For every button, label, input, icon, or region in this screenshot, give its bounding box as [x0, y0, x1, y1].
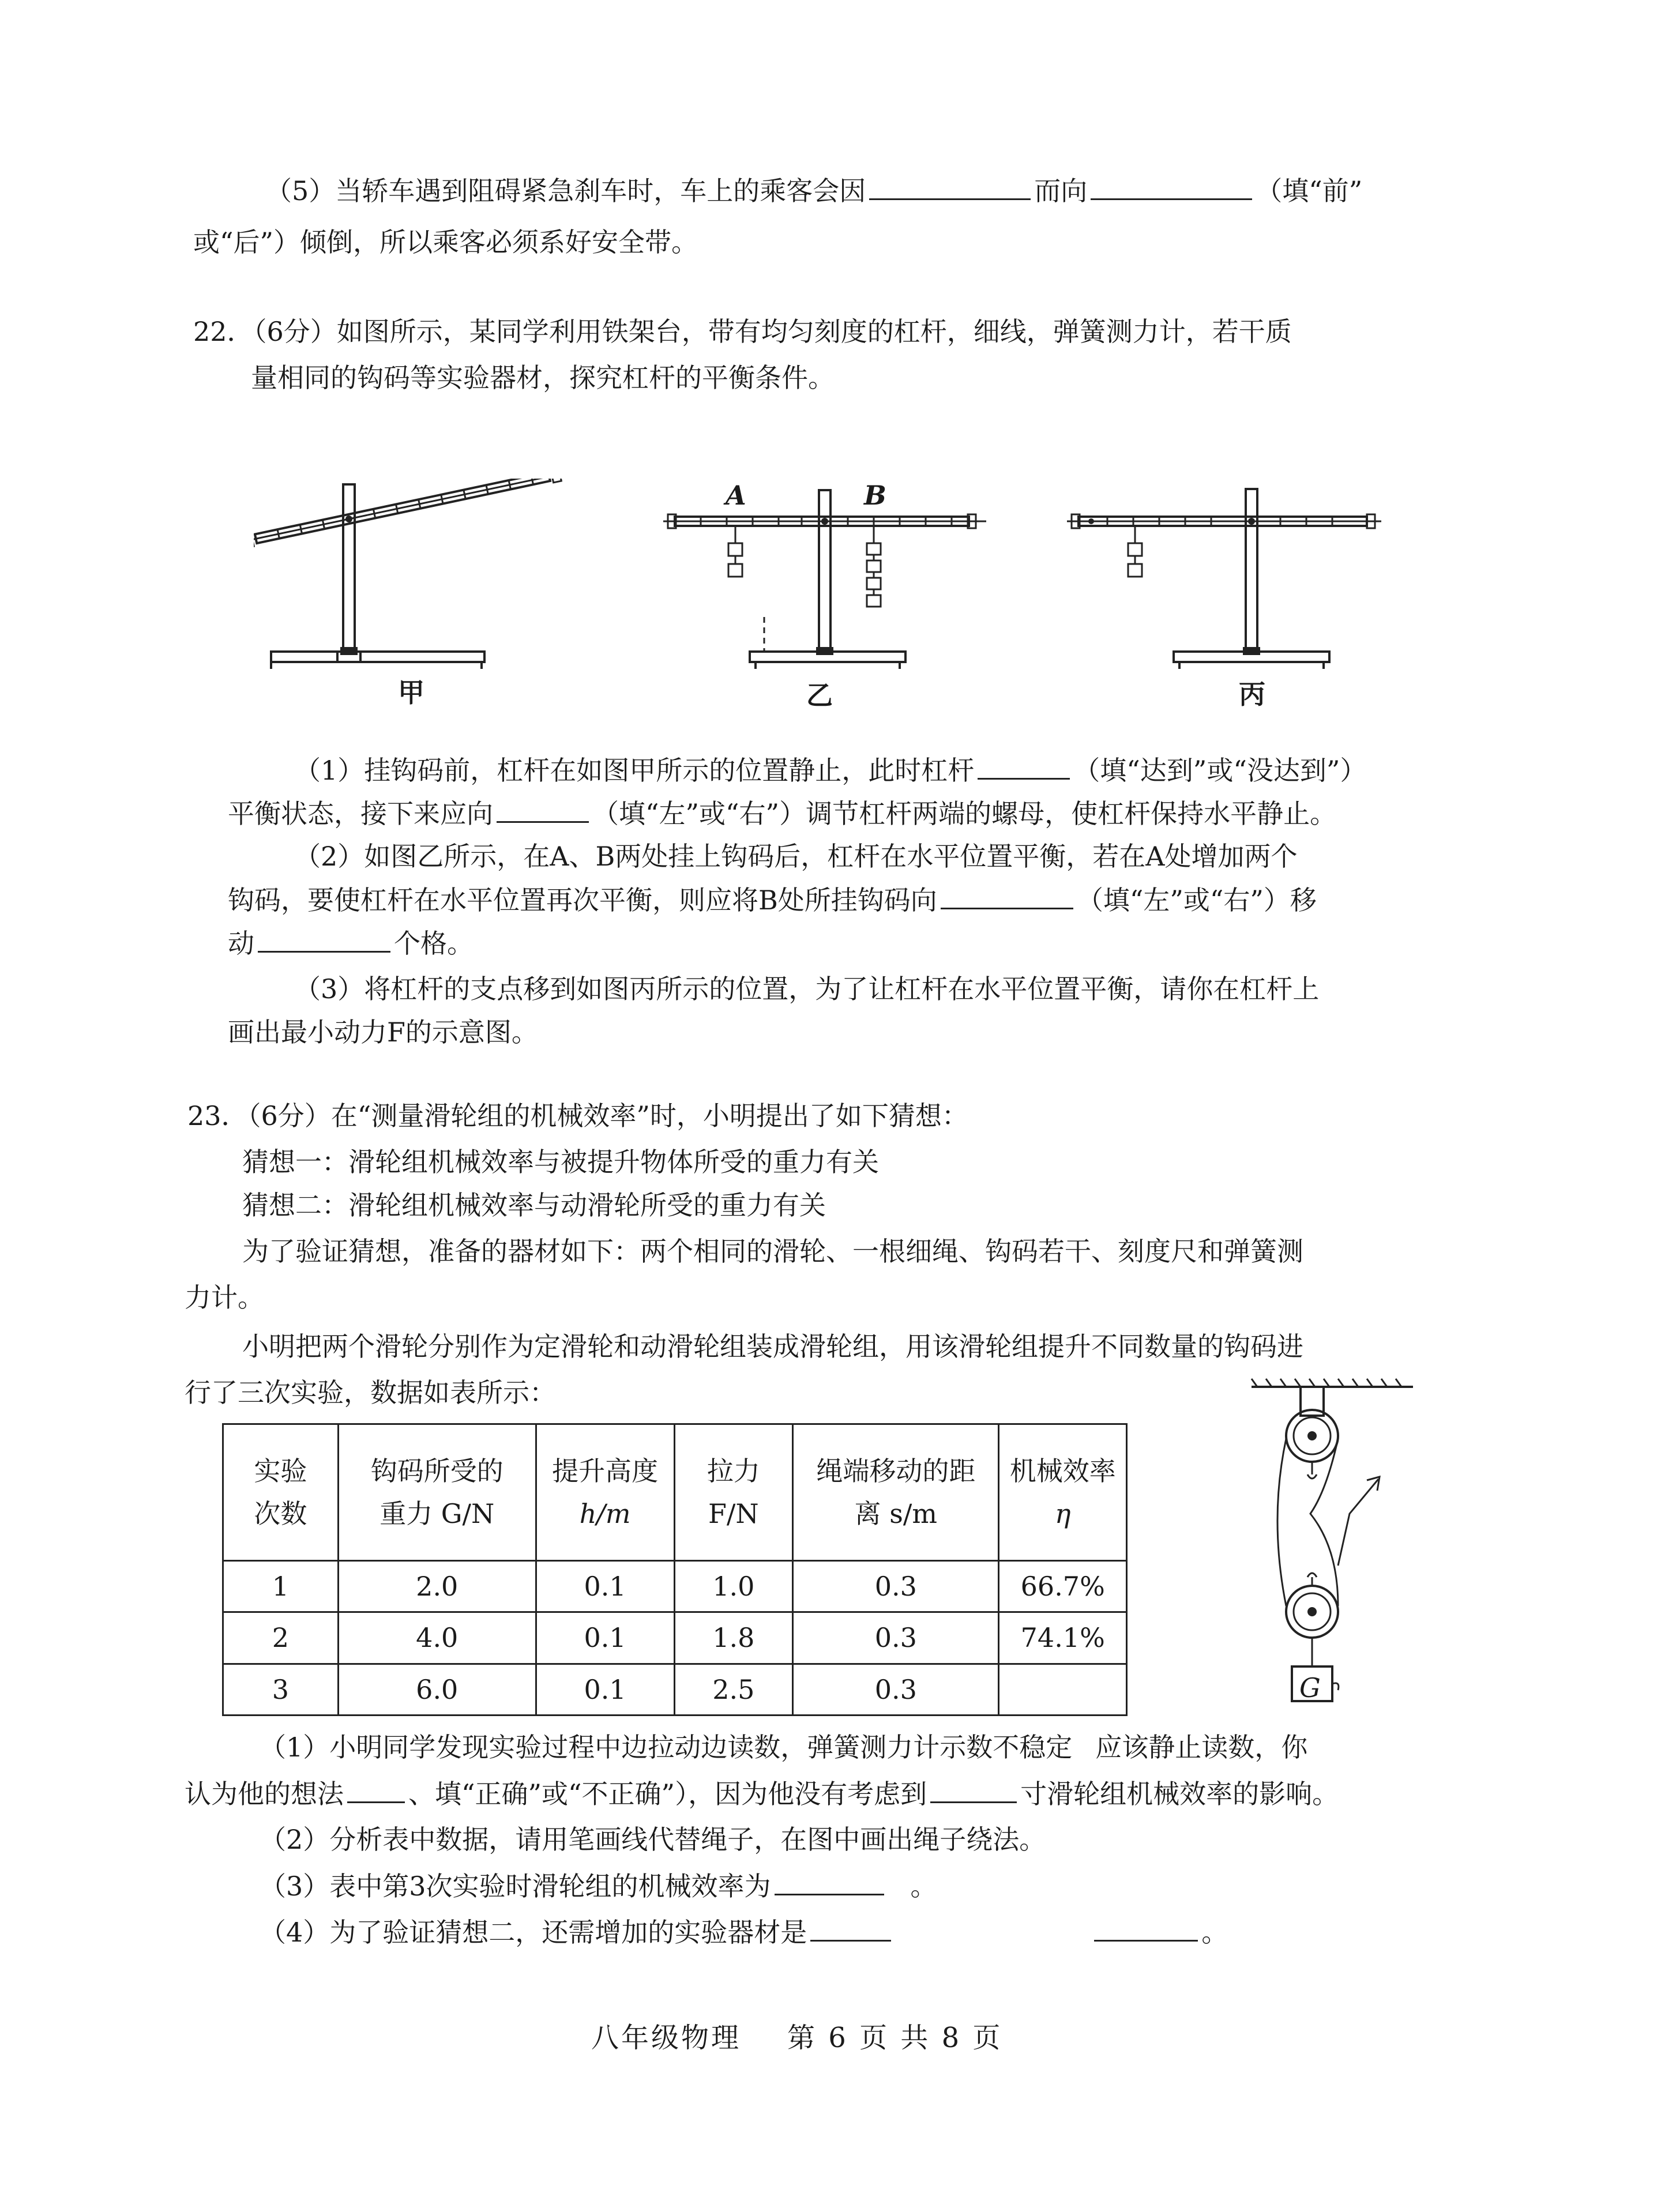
q23-s3-blank[interactable]: [775, 1868, 884, 1895]
header-text: 绳端移动的距: [816, 1455, 976, 1487]
footer-subject: 八年级物理: [591, 2022, 742, 2054]
q22-p2-line1: （2）如图乙所示，在A、B两处挂上钩码后，杠杆在水平位置平衡，若在A处增加两个: [294, 841, 1298, 872]
table-row: [223, 1612, 1127, 1664]
experiment-data-table: [222, 1423, 1128, 1716]
q23-s2: （2）分析表中数据，请用笔画线代替绳子，在图中画出绳子绕法。: [260, 1824, 1046, 1855]
q21-5-blank-1[interactable]: [869, 173, 1031, 200]
q23-s1-text-d: 、填“正确”或“不正确”），因为他没有考虑到: [408, 1778, 927, 1810]
page-footer: [591, 2015, 1002, 2055]
q23-s1-text-a: （1）小明同学发现实验过程中边拉动边读数，弹簧测力计示数不稳定: [260, 1732, 1073, 1763]
q22-p1-line2: [228, 796, 1336, 831]
caption-yi: 乙: [806, 680, 833, 711]
q23-equip-line1: 为了验证猜想，准备的器材如下：两个相同的滑轮、一根细绳、钩码若干、刻度尺和弹簧测: [242, 1236, 1303, 1267]
q21-5-text-c: （填“前”: [1256, 175, 1363, 206]
footer-page-number: 第 6 页 共 8 页: [787, 2022, 1003, 2054]
q22-p2-blank-2[interactable]: [258, 926, 390, 953]
q22-p1-text-b: （填“达到”或“没达到”）: [1073, 755, 1367, 786]
table-cell: 1.8: [674, 1612, 793, 1664]
q23-guess2: 猜想二：滑轮组机械效率与动滑轮所受的重力有关: [242, 1190, 826, 1221]
q23-s1-line2: [185, 1776, 1339, 1811]
table-cell: 0.3: [793, 1664, 999, 1715]
header-text: η: [1054, 1498, 1071, 1529]
header-text: 钩码所受的: [370, 1455, 503, 1487]
table-cell: 2: [223, 1612, 339, 1664]
table-cell: 0.3: [793, 1560, 999, 1612]
header-text: 实验: [254, 1455, 307, 1487]
q22-p1-text-c: 平衡状态，接下来应向: [228, 798, 493, 829]
q23-s1-text-b: 应该静止读数，你: [1095, 1732, 1308, 1763]
header-text: 次数: [254, 1498, 307, 1529]
table-cell: 3: [223, 1664, 339, 1715]
q22-p3-line1: （3）将杠杆的支点移到如图丙所示的位置，为了让杠杆在水平位置平衡，请你在杠杆上: [294, 973, 1320, 1005]
header-text: 离 s/m: [854, 1498, 937, 1529]
header-text: 机械效率: [1009, 1455, 1116, 1487]
q23-intro: 23．（6分）在“测量滑轮组的机械效率”时，小明提出了如下猜想：: [187, 1100, 968, 1131]
q22-p1-text-d: （填“左”或“右”）调节杠杆两端的螺母，使杠杆保持水平静止。: [592, 798, 1337, 829]
q22-p2-blank-1[interactable]: [941, 882, 1073, 909]
table-row: [223, 1664, 1127, 1715]
q22-p2-line2: [228, 882, 1317, 917]
figure-yi-balanced-lever: [663, 479, 986, 669]
q23-s1-blank-1[interactable]: [347, 1776, 405, 1803]
header-text: 拉力: [707, 1455, 760, 1487]
label-point-a: A: [726, 480, 746, 511]
header-text: 重力 G/N: [379, 1498, 495, 1529]
q21-5-line2: 或“后”）倾倒，所以乘客必须系好安全带。: [193, 227, 698, 258]
table-cell: 1: [223, 1560, 339, 1612]
q21-5-text-b: 而向: [1034, 175, 1088, 206]
table-header-cell: [674, 1424, 793, 1561]
header-text: h/m: [579, 1498, 631, 1529]
q22-p2-line3: [228, 926, 474, 961]
q22-p2-text-b: 钩码，要使杠杆在水平位置再次平衡，则应将B处所挂钩码向: [228, 885, 937, 916]
table-header-cell: [536, 1424, 674, 1561]
q23-s4-text-a: （4）为了验证猜想二，还需增加的实验器材是: [260, 1917, 807, 1948]
table-cell: 2.5: [674, 1664, 793, 1715]
q23-guess1: 猜想一：滑轮组机械效率与被提升物体所受的重力有关: [242, 1146, 879, 1178]
table-header-cell: [338, 1424, 536, 1561]
table-header-cell: [999, 1424, 1127, 1561]
q22-p3-line2: 画出最小动力F的示意图。: [228, 1017, 538, 1048]
table-cell: 1.0: [674, 1560, 793, 1612]
table-cell: 2.0: [338, 1560, 536, 1612]
q23-s1-blank-2[interactable]: [930, 1776, 1017, 1803]
table-row: [223, 1560, 1127, 1612]
caption-jia: 甲: [398, 677, 424, 708]
label-point-b: B: [864, 480, 886, 511]
q23-s4-text-b: 。: [1201, 1917, 1228, 1948]
q23-s4-blank-2[interactable]: [1094, 1914, 1198, 1942]
q22-p1-blank-2[interactable]: [497, 796, 589, 823]
q22-p1-text-a: （1）挂钩码前，杠杆在如图甲所示的位置静止，此时杠杆: [294, 755, 975, 786]
table-cell: 0.1: [536, 1612, 674, 1664]
table-cell: 0.1: [536, 1664, 674, 1715]
table-cell: 4.0: [338, 1612, 536, 1664]
q23-setup-line2: 行了三次实验，数据如表所示：: [185, 1377, 556, 1408]
table-cell: 0.1: [536, 1560, 674, 1612]
q23-s3-text-a: （3）表中第3次实验时滑轮组的机械效率为: [260, 1871, 771, 1902]
figure-pulley-system: [1246, 1375, 1419, 1716]
q22-p2-text-e: 个格。: [394, 928, 474, 959]
table-header-cell: [793, 1424, 999, 1561]
q22-intro-line1: 22．（6分）如图所示，某同学利用铁架台，带有均匀刻度的杠杆，细线，弹簧测力计，若干质: [193, 316, 1292, 347]
q23-s1-text-c: 认为他的想法: [185, 1778, 344, 1810]
efficiency-answer-cell[interactable]: [999, 1664, 1127, 1715]
table-header-row: [223, 1424, 1127, 1561]
q21-5-blank-2[interactable]: [1091, 173, 1252, 200]
q21-5-text-a: （5）当轿车遇到阻碍紧急刹车时，车上的乘客会因: [265, 175, 866, 206]
q22-p1-blank-1[interactable]: [978, 753, 1070, 780]
q22-p1-line1: [294, 753, 1366, 788]
q23-s1-line1: [260, 1730, 1307, 1765]
q23-equip-line2: 力计。: [185, 1282, 264, 1313]
q23-s4: [260, 1914, 1228, 1950]
table-cell: 6.0: [338, 1664, 536, 1715]
table-cell: 74.1%: [999, 1612, 1127, 1664]
q23-s3: [260, 1868, 937, 1903]
table-cell: 0.3: [793, 1612, 999, 1664]
table-cell: 66.7%: [999, 1560, 1127, 1612]
table-header-cell: [223, 1424, 339, 1561]
q23-setup-line1: 小明把两个滑轮分别作为定滑轮和动滑轮组装成滑轮组，用该滑轮组提升不同数量的钩码进: [242, 1331, 1303, 1362]
q22-intro-line2: 量相同的钩码等实验器材，探究杠杆的平衡条件。: [251, 362, 835, 393]
figure-bing-offset-lever: [1061, 479, 1384, 669]
q21-5-line1: [265, 173, 1362, 208]
q23-s4-blank-1[interactable]: [810, 1914, 891, 1942]
figure-jia-tilted-lever: [254, 479, 577, 669]
weight-label-g: G: [1299, 1672, 1321, 1703]
caption-bing: 丙: [1239, 679, 1265, 710]
q23-s3-text-b: 。: [910, 1871, 937, 1902]
q23-s1-text-e: 寸滑轮组机械效率的影响。: [1020, 1778, 1339, 1810]
q22-p2-text-c: （填“左”或“右”）移: [1076, 885, 1317, 916]
q22-p2-text-d: 动: [228, 928, 254, 959]
header-text: 提升高度: [552, 1455, 659, 1487]
header-text: F/N: [708, 1498, 759, 1529]
